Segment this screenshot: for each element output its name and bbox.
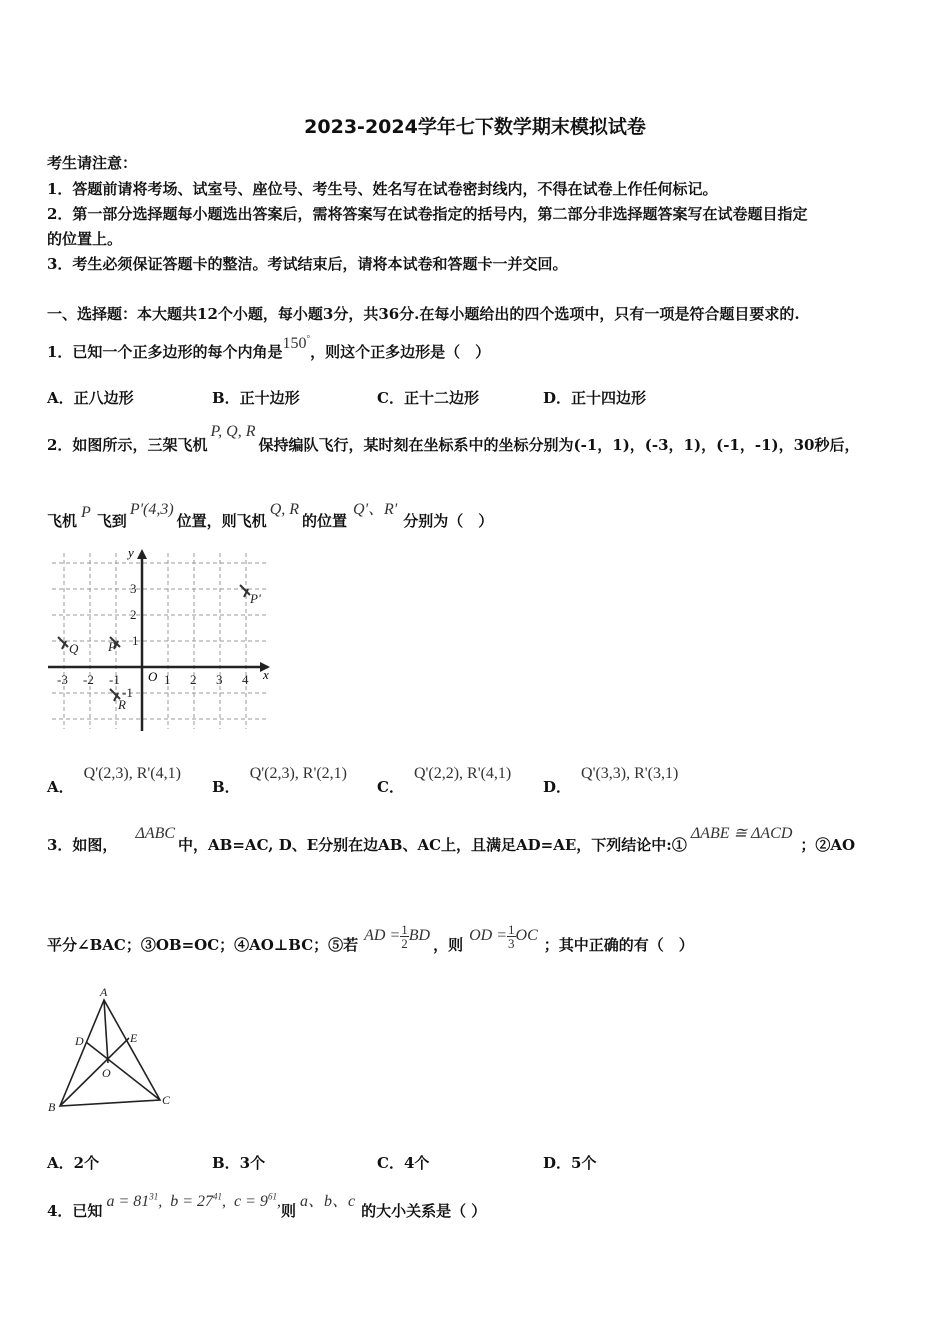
notice-line-2b: 的位置上。 [47,230,123,248]
q4-abc: a、b、c [299,1193,356,1210]
q2-option-c[interactable] [377,765,512,797]
q1-angle [282,335,310,352]
point-e-label: E [130,1031,138,1045]
q4-b-base: b = 27 [170,1193,214,1210]
q3-third-num: 1 [508,922,515,937]
q3-line2-end: ；其中正确的有（ ） [543,936,694,955]
q2-option-b-letter: B． [212,778,240,796]
q4-a: $a = 81^{31}$, $b = 27^{41}$, $c = 9^{61}$, [106,1191,281,1210]
point-d-label: D [75,1034,84,1048]
q3-triangle: ΔABC [135,825,176,842]
point-r-label: R [118,697,126,712]
q2-line2-d: 的位置 [302,512,348,530]
y-axis-label: y [128,545,134,560]
x-axis-label: x [263,667,269,682]
plane-p-prime-icon [240,585,250,597]
x-tick-3: 3 [216,672,223,687]
vertex-a-label: A [100,985,108,999]
q3-third [507,923,516,950]
q2-qr: Q, R [269,501,300,518]
segment-ao [104,1000,108,1063]
q1-option-d[interactable]: D．正十四边形 [543,389,647,407]
q2-p: P [81,504,91,521]
q2-grid [52,553,266,729]
notice-line-3: 3．考生必须保证答题卡的整洁。考试结束后，请将本试卷和答题卡一并交回。 [47,255,568,273]
x-tick-neg2: -2 [83,672,94,687]
origin-label: O [148,669,158,684]
q2-mid: 保持编队飞行，某时刻在坐标系中的坐标分别为(-1，1)，(-3，1)，(-1，-1)，30秒后， [258,436,860,454]
q3-end: ；②AO [800,836,856,854]
q1-option-c[interactable]: C．正十二边形 [377,389,479,407]
x-tick-1: 1 [164,672,171,687]
point-q-label: Q [69,641,79,656]
q1-degree: ° [306,333,311,344]
q3-stem-line1 [47,825,856,855]
q3-half [400,923,409,950]
point-p-label: P [108,639,116,654]
q3-oc: OC [515,927,538,945]
q3-then: ，则 [433,936,464,955]
q4-then: 则 [280,1202,296,1220]
q4-b-exp: 41 [213,1191,223,1202]
q3-bd: BD [408,927,431,945]
q3-option-d[interactable]: D．5个 [543,1154,597,1172]
point-o-label: O [102,1066,111,1080]
x-tick-4: 4 [242,672,249,687]
q3-half-num: 1 [401,922,408,937]
q1-stem [47,333,491,362]
y-tick-2: 2 [130,607,137,622]
q2-option-b-math: Q'(2,3), R'(2,1) [249,765,347,782]
x-tick-neg1: -1 [109,672,120,687]
q1-suffix: ，则这个正多边形是（ ） [310,343,491,361]
x-tick-2: 2 [190,672,197,687]
q3-half-den: 2 [401,936,408,951]
q3-option-a[interactable]: A．2个 [47,1154,100,1172]
q2-planes: P, Q, R [210,423,256,440]
q2-line2-c: 位置，则飞机 [176,512,267,530]
vertex-c-label: C [162,1093,171,1107]
q3-od: OD = [469,927,508,945]
q3-option-b[interactable]: B．3个 [212,1154,266,1172]
y-tick-neg1: -1 [122,685,133,700]
q2-qr-new: Q'、R' [353,501,398,518]
q3-option-c[interactable]: C．4个 [377,1154,430,1172]
q4-prefix: 4．已知 [47,1202,103,1220]
q4-a-base: a = 81 [106,1193,150,1210]
q2-stem-line1 [47,423,860,455]
q2-stem-line2 [47,501,494,531]
y-tick-1: 1 [132,633,139,648]
q4-c-base: c = 9 [234,1193,268,1210]
plane-q-icon [58,637,68,649]
q2-line2-b: 飞到 [96,512,127,530]
vertex-b-label: B [48,1100,56,1114]
q2-coordinate-graph [44,545,276,735]
q2-option-b[interactable] [212,765,347,797]
q4-a-exp: 31 [149,1191,159,1202]
q4-stem [47,1191,487,1221]
q2-option-c-letter: C． [377,778,404,796]
x-tick-neg3: -3 [57,672,68,687]
page-title: 2023-2024学年七下数学期末模拟试卷 [304,116,646,138]
q2-prefix: 2．如图所示，三架飞机 [47,436,208,454]
q3-triangle-figure [44,985,176,1115]
q2-option-d-letter: D． [543,778,572,796]
q2-option-a[interactable] [47,765,181,797]
q3-condition [364,922,431,951]
q2-option-a-math: Q'(2,3), R'(4,1) [83,765,181,782]
notice-line-2a: 2．第一部分选择题每小题选出答案后，需将答案写在试卷指定的括号内，第二部分非选择题答案写在试卷题目指定 [47,205,808,223]
q2-line2-a: 飞机 [47,512,78,530]
q1-angle-value: 150 [282,335,307,352]
section-heading: 一、选择题：本大题共12个小题，每小题3分，共36分.在每小题给出的四个选项中，只有一项是符合题目要求的. [47,305,800,323]
q1-prefix: 1．已知一个正多边形的每个内角是 [47,343,283,361]
q3-third-den: 3 [508,936,515,951]
q2-p-new: P'(4,3) [129,501,174,518]
q2-line2-e: 分别为（ ） [403,512,494,530]
y-tick-3: 3 [130,581,137,596]
q2-option-d[interactable] [543,765,679,797]
q1-option-a[interactable]: A．正八边形 [47,389,134,407]
point-p-prime-label: P' [250,591,261,606]
q2-option-a-letter: A． [47,778,74,796]
q3-congruence: ΔABE ≅ ΔACD [690,825,793,842]
q3-mid: 中，AB=AC, D、E分别在边AB、AC上，且满足AD=AE，下列结论中:① [178,836,687,854]
q2-option-c-math: Q'(2,2), R'(4,1) [413,765,512,782]
q4-suffix: 的大小关系是（ ） [361,1202,487,1220]
notice-line-1: 1．答题前请将考场、试室号、座位号、考生号、姓名写在试卷密封线内，不得在试卷上作任何标记。 [47,180,718,198]
y-axis-arrow [137,549,147,559]
q3-prefix: 3．如图， [47,836,118,854]
q3-result [469,922,538,951]
q3-line2-a: 平分∠BAC；③OB=OC；④AO⊥BC；⑤若 [47,936,359,955]
q3-stem-line2 [47,922,694,960]
q2-option-d-math: Q'(3,3), R'(3,1) [581,765,679,782]
segment-cd [86,1042,160,1100]
q4-c-exp: 61 [267,1191,277,1202]
notice-heading: 考生请注意： [47,154,138,172]
q1-option-b[interactable]: B．正十边形 [212,389,300,407]
q3-ad: AD = [364,927,401,945]
